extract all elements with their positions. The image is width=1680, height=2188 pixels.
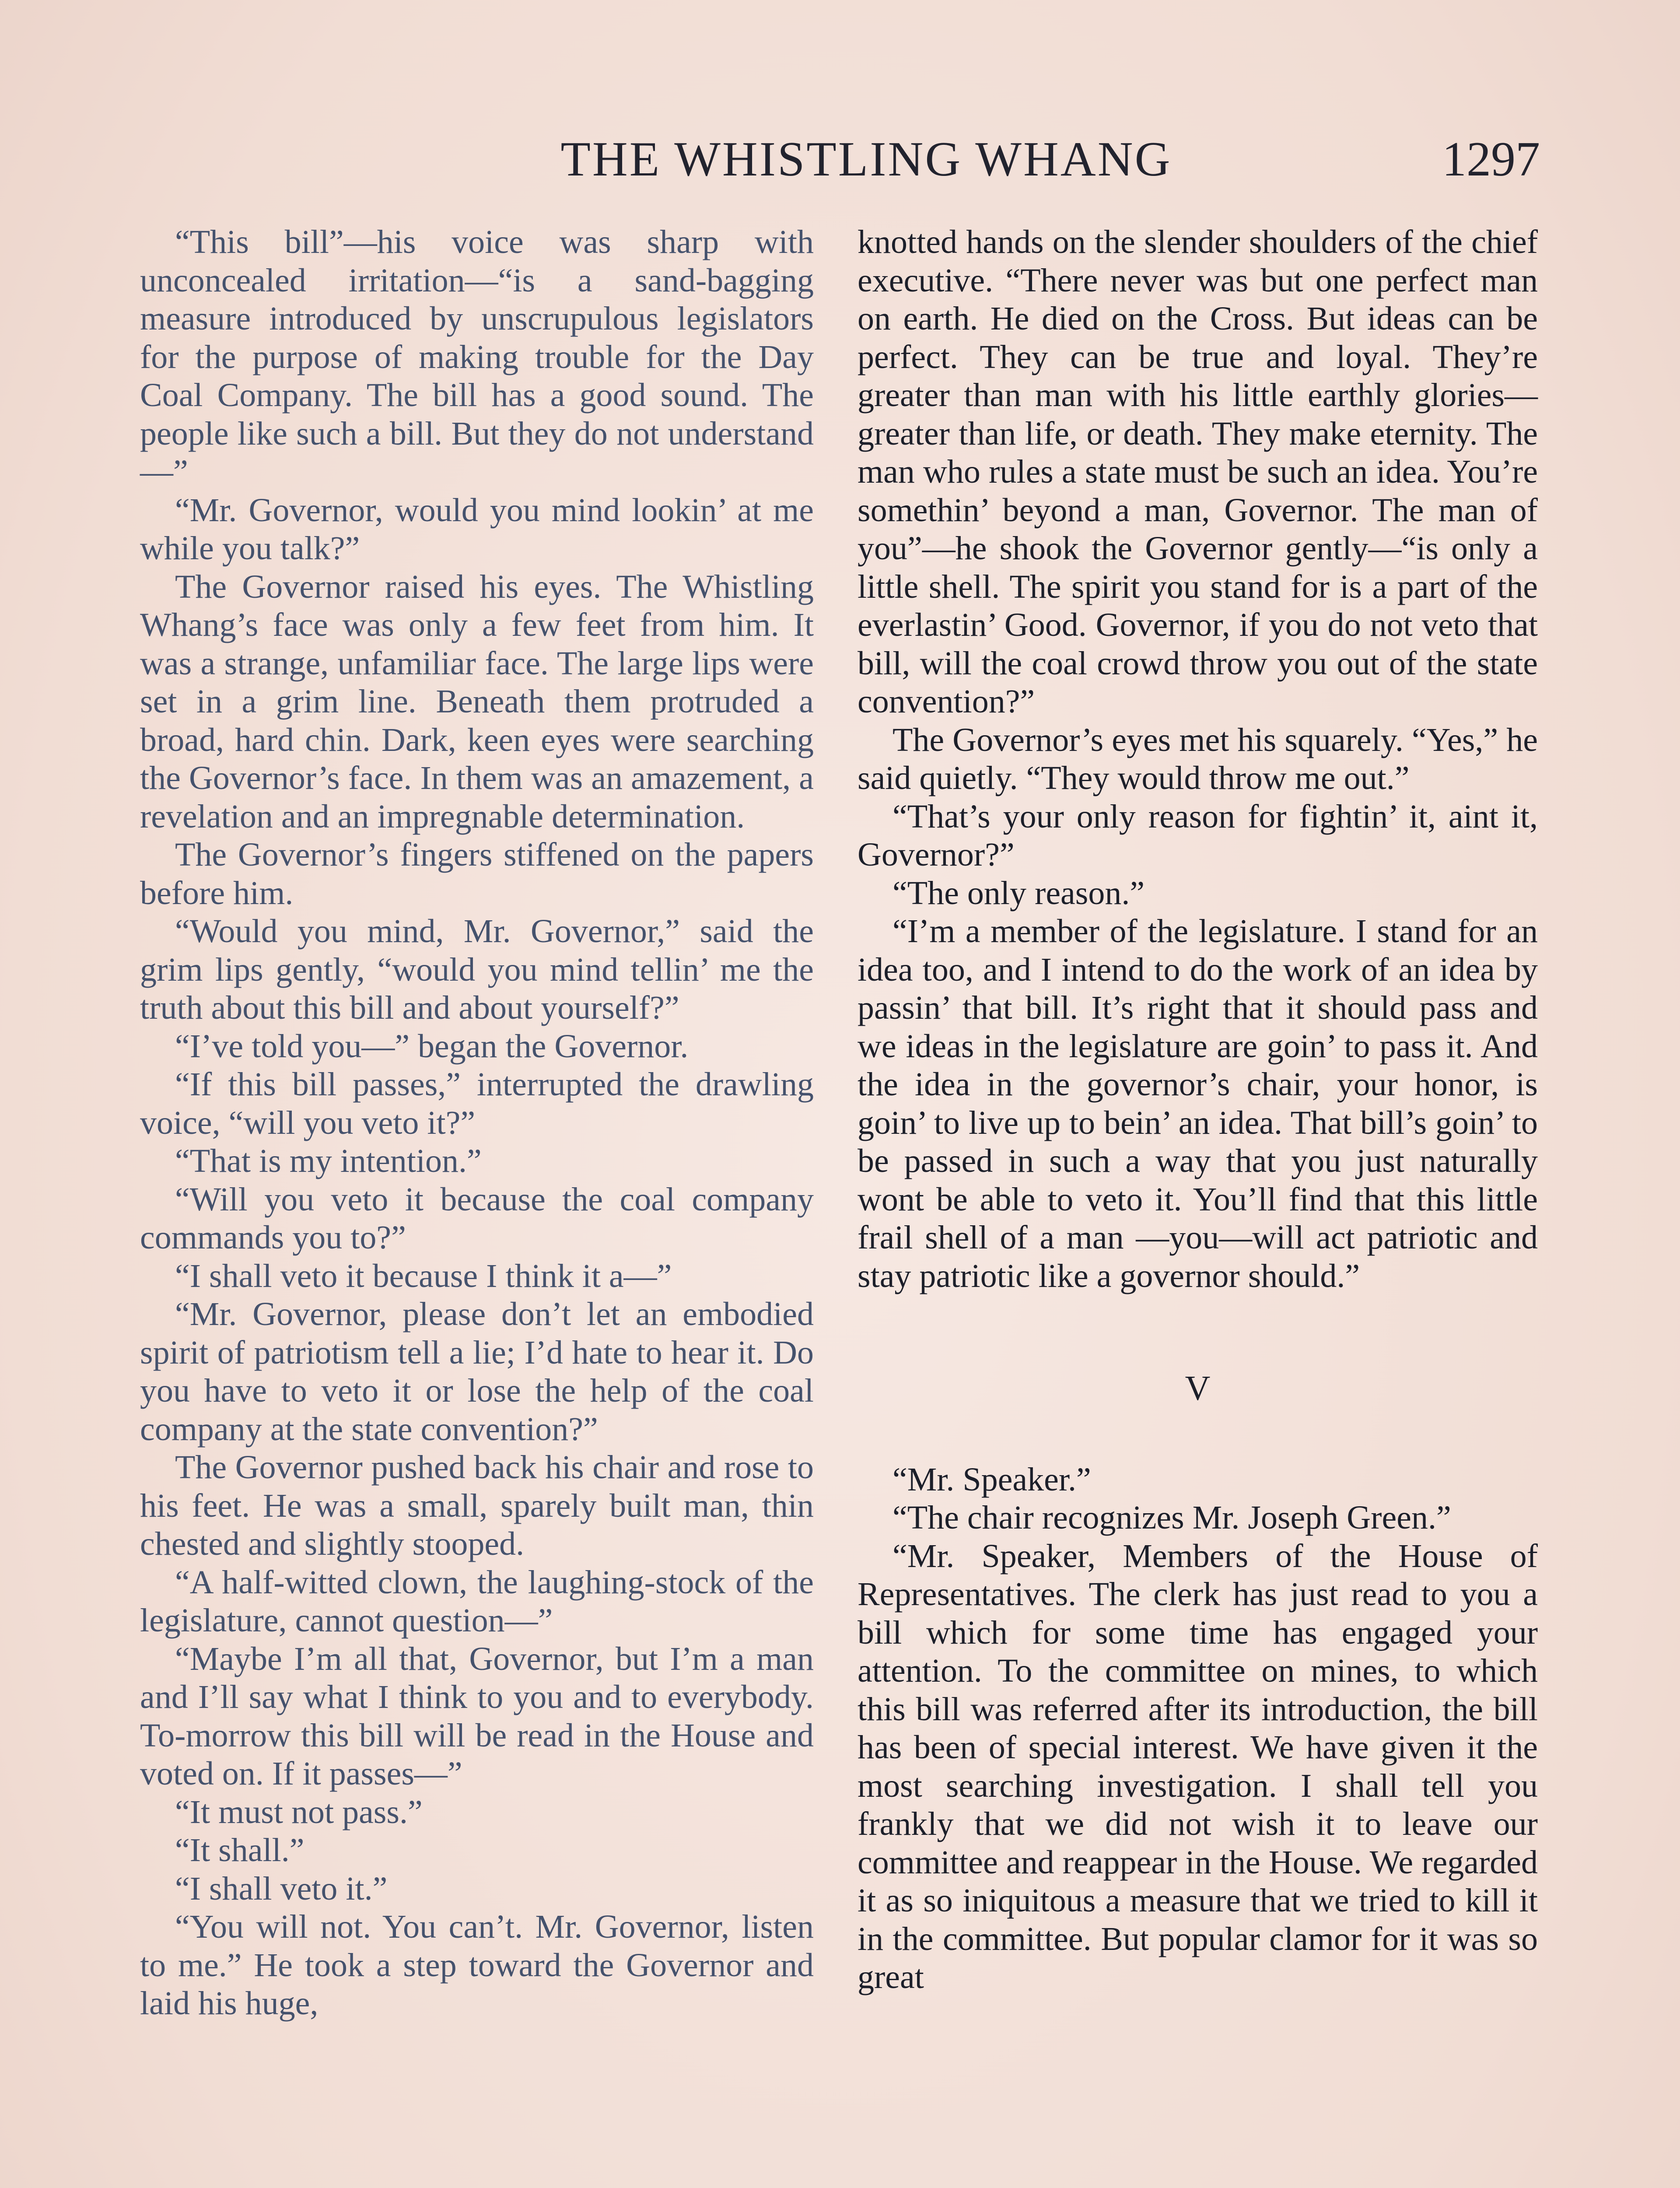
paragraph: “A half-witted clown, the laughing-stock of the legislature, cannot question—”	[140, 1564, 814, 1639]
page-title: THE WHISTLING WHANG	[560, 132, 1172, 186]
left-column	[140, 223, 814, 2023]
page-number: 1297	[1442, 132, 1540, 186]
paragraph: “Mr. Governor, please don’t let an embodied spirit of patriotism tell a lie; I’d hate to hear it. Do you have to veto it or lose the help of the coal company at the state convention?”	[140, 1296, 814, 1448]
paragraph: “This bill”—his voice was sharp with unconcealed irritation—“is a sand-bagging measure introduced by unscrupulous legislators for the purpose of making trouble for the Day Coal Company. The bill has a good sound. The people like such a bill. But they do not understand—”	[140, 224, 814, 490]
paragraph: “That’s your only reason for fightin’ it, aint it, Governor?”	[858, 798, 1538, 873]
paragraph: “It must not pass.”	[175, 1793, 423, 1830]
paragraph: “I shall veto it.”	[175, 1870, 388, 1907]
paragraph: “Would you mind, Mr. Governor,” said the grim lips gently, “would you mind tellin’ me the truth about this bill and about yourself?”	[140, 913, 814, 1026]
paragraph: “You will not. You can’t. Mr. Governor, listen to me.” He took a step toward the Governor and laid his huge,	[140, 1908, 814, 2022]
paragraph: The Governor pushed back his chair and rose to his feet. He was a small, sparely built man, thin chested and slightly stooped.	[140, 1449, 814, 1562]
paragraph: “Maybe I’m all that, Governor, but I’m a man and I’ll say what I think to you and to everybody. To-morrow this bill will be read in the House and voted on. If it passes—”	[140, 1640, 814, 1792]
paragraph: “If this bill passes,” interrupted the drawling voice, “will you veto it?”	[140, 1066, 814, 1141]
running-header	[472, 131, 1540, 193]
paragraph: The Governor raised his eyes. The Whistling Whang’s face was only a few feet from him. It was a strange, unfamiliar face. The large lips were set in a grim line. Beneath them protruded a broad, hard chin. Dark, keen eyes were searching the Governor’s face. In them was an amazement, a revelation and an impregnable determination.	[140, 568, 814, 835]
paragraph: “Mr. Speaker, Members of the House of Representatives. The clerk has just read to you a bill which for some time has engaged your attention. To the committee on mines, to which this bill was referred after its introduction, the bill has been of special interest. We have given it the most searching investigation. I shall tell you frankly that we did not wish it to leave our committee and reappear in the House. We regarded it as so iniquitous a measure that we tried to kill it in the committee. But popular clamor for it was so great	[858, 1537, 1538, 1995]
paragraph: “The only reason.”	[892, 874, 1145, 912]
paragraph: “Will you veto it because the coal company commands you to?”	[140, 1181, 814, 1256]
right-column	[858, 223, 1538, 1997]
paragraph: “Mr. Governor, would you mind lookin’ at me while you talk?”	[140, 491, 814, 567]
paragraph: “That is my intention.”	[175, 1143, 482, 1179]
paragraph: “The chair recognizes Mr. Joseph Green.”	[892, 1499, 1451, 1536]
paragraph: “I shall veto it because I think it a—”	[175, 1257, 672, 1294]
paragraph: “I’ve told you—” began the Governor.	[175, 1027, 689, 1065]
paragraph: The Governor’s eyes met his squarely. “Yes,” he said quietly. “They would throw me out.”	[858, 721, 1538, 796]
paragraph: “I’m a member of the legislature. I stand for an idea too, and I intend to do the work of an idea by passin’ that bill. It’s right that it should pass and we ideas in the legislature are goin’ to pass it. And the idea in the governor’s chair, your honor, is goin’ to live up to bein’ an idea. That bill’s goin’ to be passed in such a way that you just naturally wont be able to veto it. You’ll find that this little frail shell of a man —you—will act patriotic and stay patriotic like a governor should.”	[858, 913, 1538, 1294]
paragraph-continued: knotted hands on the slender shoulders of the chief executive. “There never was but one perfect man on earth. He died on the Cross. But ideas can be perfect. They can be true and loyal. They’re greater than man with his little earthly glories—greater than life, or death. They make eternity. The man who rules a state must be such an idea. You’re somethin’ beyond a man, Governor. The man of you”—he shook the Governor gently—“is only a little shell. The spirit you stand for is a part of the everlastin’ Good. Governor, if you do not veto that bill, will the coal crowd throw you out of the state convention?”	[858, 224, 1538, 720]
paragraph: “It shall.”	[175, 1832, 304, 1869]
paragraph: The Governor’s fingers stiffened on the papers before him.	[140, 836, 814, 912]
section-heading: V	[1185, 1369, 1211, 1408]
paragraph: “Mr. Speaker.”	[892, 1461, 1091, 1498]
